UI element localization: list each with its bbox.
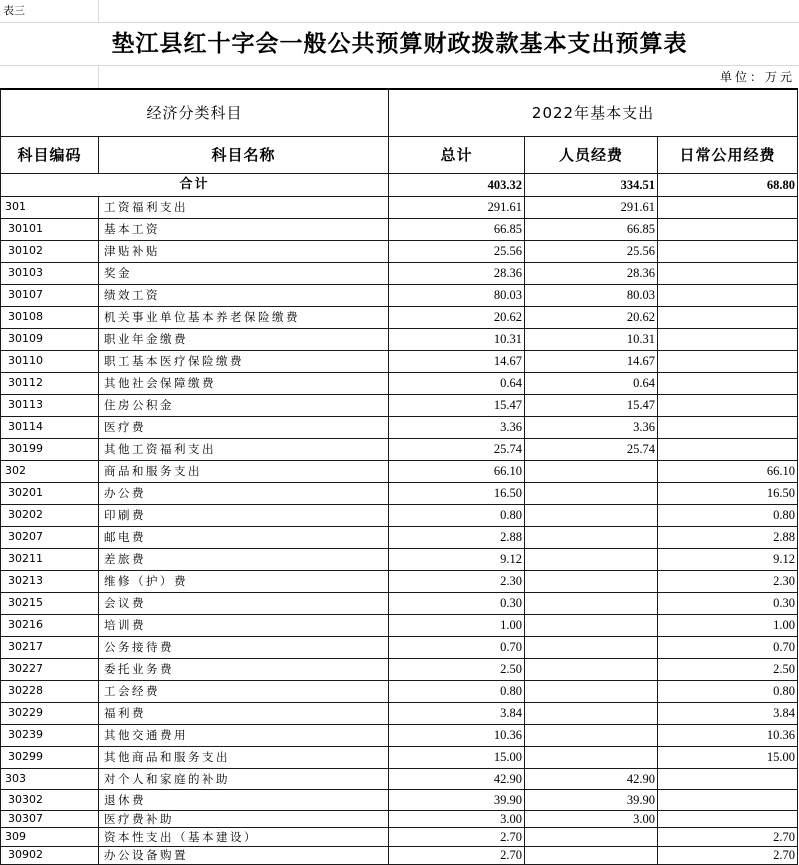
table-row [1, 438, 798, 460]
row-total: 25.74 [389, 438, 525, 460]
row-name: 差旅费 [99, 548, 389, 570]
row-total: 3.00 [389, 810, 525, 827]
table-row [1, 350, 798, 372]
row-public [658, 328, 798, 350]
row-name: 对个人和家庭的补助 [99, 768, 389, 789]
row-total: 3.36 [389, 416, 525, 438]
row-personnel [525, 504, 658, 526]
row-name: 委托业务费 [99, 658, 389, 680]
row-personnel [525, 526, 658, 548]
row-personnel: 3.36 [525, 416, 658, 438]
total-label: 合计 [1, 173, 389, 196]
row-code: 30207 [1, 526, 99, 548]
sheet-label: 表三 [3, 4, 25, 17]
row-total: 25.56 [389, 240, 525, 262]
row-total: 15.47 [389, 394, 525, 416]
page-title: 垫江县红十字会一般公共预算财政拨款基本支出预算表 [111, 30, 688, 57]
row-name: 医疗费补助 [99, 810, 389, 827]
row-personnel [525, 570, 658, 592]
row-name: 住房公积金 [99, 394, 389, 416]
row-code: 30228 [1, 680, 99, 702]
row-code: 30239 [1, 724, 99, 746]
table-row [1, 196, 798, 218]
budget-table [0, 88, 798, 865]
row-name: 办公费 [99, 482, 389, 504]
row-code: 30307 [1, 810, 99, 827]
row-total: 66.10 [389, 460, 525, 482]
row-public: 10.36 [658, 724, 798, 746]
row-total: 0.80 [389, 680, 525, 702]
table-row [1, 284, 798, 306]
row-personnel [525, 680, 658, 702]
row-public: 2.70 [658, 846, 798, 864]
total-sum: 403.32 [389, 173, 525, 196]
row-personnel: 25.74 [525, 438, 658, 460]
total-personnel: 334.51 [525, 173, 658, 196]
row-personnel: 15.47 [525, 394, 658, 416]
row-name: 其他商品和服务支出 [99, 746, 389, 768]
row-total: 2.88 [389, 526, 525, 548]
row-public: 16.50 [658, 482, 798, 504]
row-personnel: 14.67 [525, 350, 658, 372]
row-name: 职工基本医疗保险缴费 [99, 350, 389, 372]
row-name: 会议费 [99, 592, 389, 614]
row-public [658, 196, 798, 218]
table-row [1, 416, 798, 438]
row-total: 0.64 [389, 372, 525, 394]
row-code: 30215 [1, 592, 99, 614]
row-public: 0.80 [658, 680, 798, 702]
row-total: 0.30 [389, 592, 525, 614]
row-public [658, 284, 798, 306]
table-row [1, 460, 798, 482]
table-row [1, 482, 798, 504]
row-public: 1.00 [658, 614, 798, 636]
row-personnel [525, 702, 658, 724]
row-name: 维修（护）费 [99, 570, 389, 592]
row-code: 30113 [1, 394, 99, 416]
row-total: 2.70 [389, 846, 525, 864]
row-total: 39.90 [389, 789, 525, 810]
table-row [1, 846, 798, 864]
row-name: 公务接待费 [99, 636, 389, 658]
row-personnel: 3.00 [525, 810, 658, 827]
header-economic-classification: 经济分类科目 [1, 89, 389, 136]
row-personnel [525, 827, 658, 846]
row-total: 14.67 [389, 350, 525, 372]
row-code: 30110 [1, 350, 99, 372]
row-name: 印刷费 [99, 504, 389, 526]
row-public [658, 350, 798, 372]
unit-label: 单位：万元 [719, 70, 795, 84]
row-name: 培训费 [99, 614, 389, 636]
row-code: 30103 [1, 262, 99, 284]
row-name: 其他交通费用 [99, 724, 389, 746]
table-row [1, 827, 798, 846]
row-public [658, 218, 798, 240]
table-row [1, 526, 798, 548]
row-personnel [525, 724, 658, 746]
row-total: 28.36 [389, 262, 525, 284]
table-row [1, 658, 798, 680]
row-total: 10.36 [389, 724, 525, 746]
row-public [658, 240, 798, 262]
header-public: 日常公用经费 [658, 136, 798, 173]
row-name: 奖金 [99, 262, 389, 284]
row-name: 邮电费 [99, 526, 389, 548]
row-code: 30114 [1, 416, 99, 438]
row-name: 绩效工资 [99, 284, 389, 306]
row-total: 10.31 [389, 328, 525, 350]
row-public: 9.12 [658, 548, 798, 570]
header-code: 科目编码 [1, 136, 99, 173]
table-row [1, 810, 798, 827]
row-name: 工资福利支出 [99, 196, 389, 218]
gridline [0, 65, 799, 66]
table-row [1, 504, 798, 526]
row-public: 2.88 [658, 526, 798, 548]
row-personnel [525, 846, 658, 864]
table-row [1, 680, 798, 702]
row-name: 资本性支出（基本建设） [99, 827, 389, 846]
row-name: 基本工资 [99, 218, 389, 240]
header-column-row [1, 136, 798, 173]
total-public: 68.80 [658, 173, 798, 196]
row-total: 15.00 [389, 746, 525, 768]
row-code: 30107 [1, 284, 99, 306]
row-personnel [525, 482, 658, 504]
table-row [1, 372, 798, 394]
header-personnel: 人员经费 [525, 136, 658, 173]
row-total: 2.70 [389, 827, 525, 846]
row-personnel: 42.90 [525, 768, 658, 789]
row-code: 301 [1, 196, 99, 218]
row-total: 16.50 [389, 482, 525, 504]
table-row [1, 570, 798, 592]
row-name: 其他工资福利支出 [99, 438, 389, 460]
table-body [1, 196, 798, 864]
row-code: 30201 [1, 482, 99, 504]
row-code: 30202 [1, 504, 99, 526]
row-code: 30102 [1, 240, 99, 262]
row-code: 30211 [1, 548, 99, 570]
table-row [1, 724, 798, 746]
row-public [658, 416, 798, 438]
row-code: 30229 [1, 702, 99, 724]
table-row [1, 614, 798, 636]
row-public: 3.84 [658, 702, 798, 724]
row-public [658, 768, 798, 789]
row-code: 30199 [1, 438, 99, 460]
row-personnel [525, 460, 658, 482]
row-code: 303 [1, 768, 99, 789]
table-row [1, 306, 798, 328]
row-total: 9.12 [389, 548, 525, 570]
row-code: 30108 [1, 306, 99, 328]
row-total: 66.85 [389, 218, 525, 240]
row-personnel [525, 548, 658, 570]
row-public [658, 789, 798, 810]
row-public: 0.30 [658, 592, 798, 614]
row-total: 20.62 [389, 306, 525, 328]
gridline [98, 0, 99, 22]
row-total: 42.90 [389, 768, 525, 789]
row-code: 30213 [1, 570, 99, 592]
row-personnel: 10.31 [525, 328, 658, 350]
row-public [658, 306, 798, 328]
header-budget-year: 2022年基本支出 [389, 89, 798, 136]
header-total: 总计 [389, 136, 525, 173]
row-personnel [525, 592, 658, 614]
gridline [98, 66, 99, 88]
table-row [1, 394, 798, 416]
row-name: 退休费 [99, 789, 389, 810]
table-row [1, 636, 798, 658]
row-personnel [525, 614, 658, 636]
row-name: 机关事业单位基本养老保险缴费 [99, 306, 389, 328]
header-name: 科目名称 [99, 136, 389, 173]
row-code: 30101 [1, 218, 99, 240]
row-personnel: 80.03 [525, 284, 658, 306]
row-personnel: 20.62 [525, 306, 658, 328]
table-row [1, 768, 798, 789]
row-total: 2.30 [389, 570, 525, 592]
table-row [1, 592, 798, 614]
row-total: 0.80 [389, 504, 525, 526]
row-total: 291.61 [389, 196, 525, 218]
row-personnel: 66.85 [525, 218, 658, 240]
total-row [1, 173, 798, 196]
row-name: 职业年金缴费 [99, 328, 389, 350]
row-total: 80.03 [389, 284, 525, 306]
row-public [658, 810, 798, 827]
row-public [658, 372, 798, 394]
table-row [1, 702, 798, 724]
row-public: 2.50 [658, 658, 798, 680]
row-public: 0.80 [658, 504, 798, 526]
row-name: 津贴补贴 [99, 240, 389, 262]
row-total: 2.50 [389, 658, 525, 680]
row-name: 福利费 [99, 702, 389, 724]
row-code: 30299 [1, 746, 99, 768]
row-code: 30217 [1, 636, 99, 658]
table-row [1, 746, 798, 768]
row-personnel [525, 658, 658, 680]
table-row [1, 548, 798, 570]
row-personnel: 25.56 [525, 240, 658, 262]
row-public [658, 438, 798, 460]
table-row [1, 789, 798, 810]
row-personnel [525, 636, 658, 658]
row-public: 2.30 [658, 570, 798, 592]
table-row [1, 328, 798, 350]
row-code: 30109 [1, 328, 99, 350]
row-personnel: 291.61 [525, 196, 658, 218]
row-personnel [525, 746, 658, 768]
row-public [658, 394, 798, 416]
table-row [1, 218, 798, 240]
row-public [658, 262, 798, 284]
row-public: 2.70 [658, 827, 798, 846]
row-name: 商品和服务支出 [99, 460, 389, 482]
row-code: 30216 [1, 614, 99, 636]
row-code: 30902 [1, 846, 99, 864]
row-public: 0.70 [658, 636, 798, 658]
row-total: 1.00 [389, 614, 525, 636]
header-group-row [1, 89, 798, 136]
row-code: 30112 [1, 372, 99, 394]
row-code: 30227 [1, 658, 99, 680]
row-name: 办公设备购置 [99, 846, 389, 864]
row-code: 309 [1, 827, 99, 846]
table-row [1, 262, 798, 284]
row-code: 302 [1, 460, 99, 482]
row-personnel: 0.64 [525, 372, 658, 394]
row-name: 其他社会保障缴费 [99, 372, 389, 394]
table-row [1, 240, 798, 262]
row-name: 医疗费 [99, 416, 389, 438]
row-public: 66.10 [658, 460, 798, 482]
row-public: 15.00 [658, 746, 798, 768]
row-total: 3.84 [389, 702, 525, 724]
row-personnel: 28.36 [525, 262, 658, 284]
row-personnel: 39.90 [525, 789, 658, 810]
row-total: 0.70 [389, 636, 525, 658]
row-code: 30302 [1, 789, 99, 810]
row-name: 工会经费 [99, 680, 389, 702]
